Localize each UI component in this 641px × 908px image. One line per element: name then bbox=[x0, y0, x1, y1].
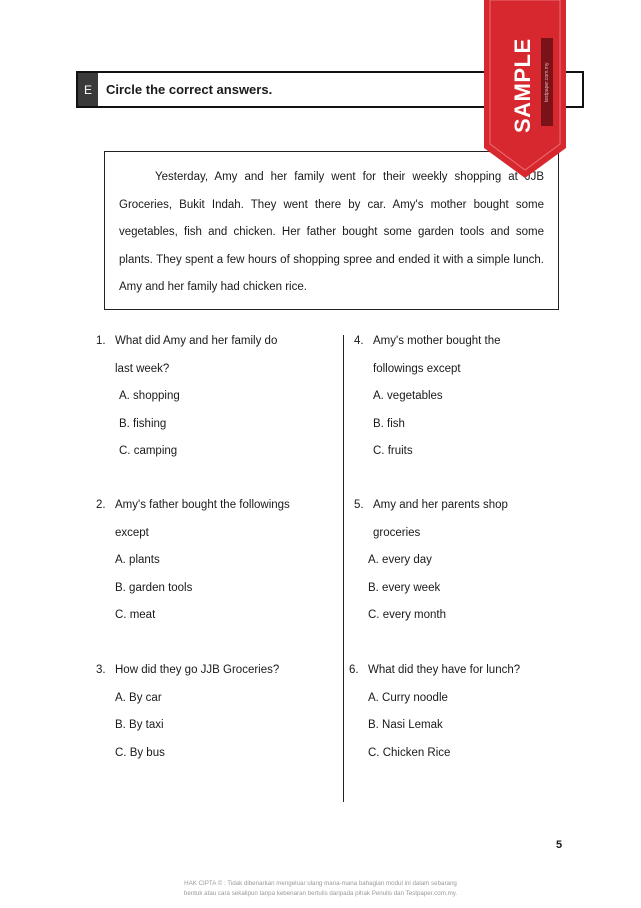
question-text: What did they have for lunch? bbox=[368, 664, 521, 676]
sample-site-tag: testpaper.com.my bbox=[541, 38, 553, 126]
question-5 bbox=[354, 492, 574, 630]
option-b[interactable]: B. every week bbox=[368, 581, 441, 594]
question-1 bbox=[96, 328, 336, 466]
option-b[interactable]: B. By taxi bbox=[115, 719, 164, 731]
sample-label: SAMPLE bbox=[510, 38, 535, 134]
question-number: 2. bbox=[96, 499, 106, 511]
footer-line-2: bentuk atau cara sekalipun tanpa kebenaran bertulis daripada pihak Penulis dan Testpaper.com.my. bbox=[183, 890, 458, 897]
option-c[interactable]: C. fruits bbox=[373, 445, 413, 457]
question-text: How did they go JJB Groceries? bbox=[115, 664, 280, 676]
option-a[interactable]: A. plants bbox=[115, 554, 160, 566]
question-2 bbox=[96, 492, 336, 630]
option-a[interactable]: A. every day bbox=[368, 554, 432, 566]
copyright-footer bbox=[0, 879, 641, 899]
passage-text: Yesterday, Amy and her family went for their weekly shopping at JJB Groceries, Bukit Indah. They went there by car. Amy's mother bought some vegetables, fish and chicken. Her father bought some garden tools and some plants. They spent a few hours of shopping spree and ended it with a simple lunch. Amy and her family had chicken rice. bbox=[119, 171, 544, 294]
page-number: 5 bbox=[556, 839, 563, 851]
footer-line-1: HAK CIPTA © : Tidak dibenarkan mengeluar ulang mana-mana bahagian modul ini dalam sebarang bbox=[184, 880, 457, 887]
question-text-continued: except bbox=[115, 526, 149, 539]
option-a[interactable]: A. shopping bbox=[119, 390, 180, 402]
question-text: Amy's mother bought the bbox=[373, 335, 501, 347]
question-text-continued: last week? bbox=[115, 362, 170, 375]
option-b[interactable]: B. fish bbox=[373, 417, 405, 430]
option-b[interactable]: B. garden tools bbox=[115, 581, 193, 594]
question-text: Amy and her parents shop bbox=[373, 499, 508, 511]
option-c[interactable]: C. every month bbox=[368, 609, 446, 621]
question-4 bbox=[354, 328, 574, 466]
question-text-continued: followings except bbox=[373, 362, 461, 375]
option-a[interactable]: A. Curry noodle bbox=[368, 691, 448, 704]
option-b[interactable]: B. fishing bbox=[119, 417, 167, 430]
column-divider bbox=[343, 335, 344, 802]
question-text-continued: groceries bbox=[373, 526, 421, 539]
option-c[interactable]: C. By bus bbox=[115, 746, 165, 759]
question-number: 4. bbox=[354, 335, 364, 347]
option-a[interactable]: A. By car bbox=[115, 691, 162, 704]
question-text: Amy's father bought the followings bbox=[115, 499, 290, 511]
option-c[interactable]: C. meat bbox=[115, 609, 156, 621]
option-b[interactable]: B. Nasi Lemak bbox=[368, 719, 443, 731]
question-text: What did Amy and her family do bbox=[115, 335, 278, 347]
section-instruction: Circle the correct answers. bbox=[106, 82, 273, 97]
question-number: 1. bbox=[96, 335, 106, 347]
option-c[interactable]: C. Chicken Rice bbox=[368, 746, 451, 759]
question-number: 5. bbox=[354, 499, 364, 511]
option-c[interactable]: C. camping bbox=[119, 445, 178, 457]
question-6 bbox=[349, 657, 574, 767]
question-number: 6. bbox=[349, 664, 359, 676]
question-3 bbox=[96, 657, 336, 767]
option-a[interactable]: A. vegetables bbox=[373, 390, 443, 402]
section-letter: E bbox=[78, 73, 98, 106]
question-number: 3. bbox=[96, 664, 106, 676]
